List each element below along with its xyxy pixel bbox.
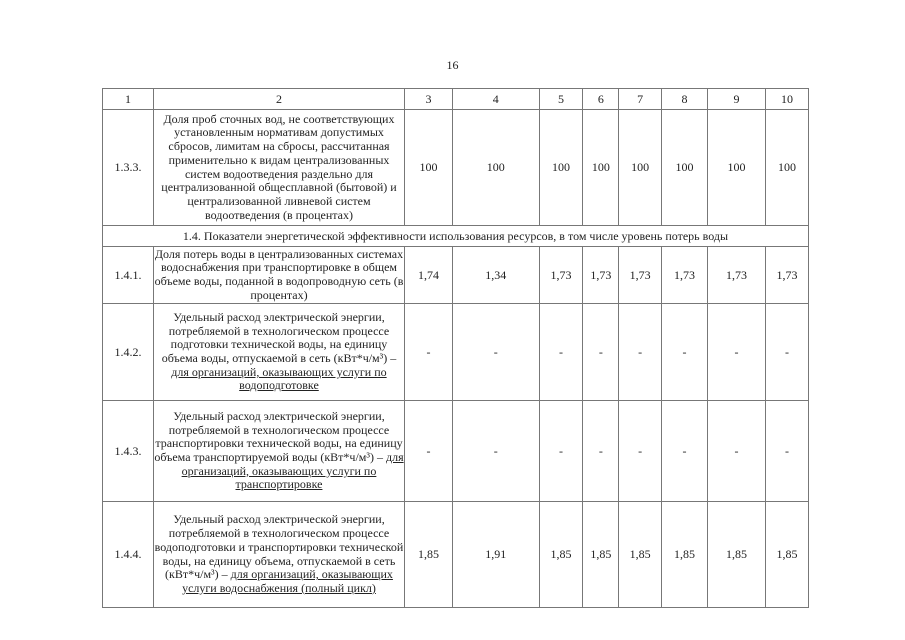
row-value: 1,85	[662, 502, 708, 608]
row-value: 1,73	[707, 247, 765, 304]
row-value: -	[452, 304, 539, 401]
row-value: 1,85	[619, 502, 662, 608]
row-value: 100	[583, 110, 619, 226]
page-number: 16	[446, 58, 459, 72]
row-value: 1,34	[452, 247, 539, 304]
row-value: -	[539, 401, 583, 502]
row-value: -	[707, 304, 765, 401]
row-value: 1,73	[662, 247, 708, 304]
row-description: Удельный расход электрической энергии, потребляемой в технологическом процессе подготовки технической воды, на единицу объема воды, отпускаемой в сеть (кВт*ч/м³) –	[161, 309, 397, 365]
table-row	[103, 502, 809, 608]
row-value: -	[583, 401, 619, 502]
indicators-table	[102, 88, 809, 608]
row-value: 1,85	[766, 502, 809, 608]
row-value: 100	[707, 110, 765, 226]
row-value: 100	[766, 110, 809, 226]
row-value: 100	[619, 110, 662, 226]
section-heading: 1.4. Показатели энергетической эффективности использования ресурсов, в том числе уровень потерь воды	[103, 226, 809, 247]
row-value: 1,74	[404, 247, 452, 304]
row-value: 100	[539, 110, 583, 226]
row-code: 1.4.1.	[103, 247, 154, 304]
row-description-underlined: для организаций, оказывающих услуги водоснабжения (полный цикл)	[182, 567, 393, 595]
row-value: -	[662, 304, 708, 401]
table-row	[103, 247, 809, 304]
row-value: 1,85	[583, 502, 619, 608]
row-description-underlined: для организаций, оказывающих услуги по транспортировке	[181, 450, 404, 492]
header-cell: 10	[766, 89, 809, 110]
header-cell: 3	[404, 89, 452, 110]
row-value: 1,73	[539, 247, 583, 304]
row-value: -	[404, 304, 452, 401]
header-cell: 5	[539, 89, 583, 110]
row-description-cell	[154, 401, 405, 502]
row-value: -	[539, 304, 583, 401]
row-value: -	[707, 401, 765, 502]
row-description-underlined: для организаций, оказывающих услуги по водоподготовке	[171, 364, 387, 393]
header-row	[103, 89, 809, 110]
row-value: -	[766, 401, 809, 502]
row-value: -	[662, 401, 708, 502]
header-cell: 9	[707, 89, 765, 110]
header-cell: 2	[154, 89, 405, 110]
row-value: -	[619, 304, 662, 401]
row-description: Доля потерь воды в централизованных системах водоснабжения при транспортировке в общем объеме воды, поданной в водопроводную сеть (в процентах)	[154, 246, 404, 302]
row-description: Удельный расход электрической энергии, потребляемой в технологическом процессе водоподготовки и транспортировки технической воды, на единицу объема, отпускаемой в сеть (кВт*ч/м³) –	[154, 512, 404, 582]
row-code: 1.3.3.	[103, 110, 154, 226]
row-description: Доля проб сточных вод, не соответствующих установленным нормативам допустимых сбросов, лимитам на сбросы, рассчитанная применительно к видам централизованных систем водоотведения раздельно для централизованной общесплавной (бытовой) и централизованной ливневой систем водоотведения (в процентах)	[154, 110, 405, 226]
row-value: 1,91	[452, 502, 539, 608]
row-value: 100	[662, 110, 708, 226]
row-value: 1,85	[404, 502, 452, 608]
row-value: 100	[404, 110, 452, 226]
row-code: 1.4.3.	[103, 401, 154, 502]
header-cell: 1	[103, 89, 154, 110]
row-value: -	[766, 304, 809, 401]
row-value: -	[619, 401, 662, 502]
row-value: -	[404, 401, 452, 502]
row-code: 1.4.2.	[103, 304, 154, 401]
header-cell: 4	[452, 89, 539, 110]
header-cell: 7	[619, 89, 662, 110]
row-description-cell	[154, 304, 405, 401]
row-value: 1,73	[583, 247, 619, 304]
section-row	[103, 226, 809, 247]
row-value: 1,73	[766, 247, 809, 304]
row-value: 1,85	[707, 502, 765, 608]
row-description-cell	[154, 502, 405, 608]
table-row	[103, 401, 809, 502]
header-cell: 8	[662, 89, 708, 110]
row-value: 1,73	[619, 247, 662, 304]
row-code: 1.4.4.	[103, 502, 154, 608]
row-value: -	[452, 401, 539, 502]
header-cell: 6	[583, 89, 619, 110]
table-row	[103, 110, 809, 226]
row-value: -	[583, 304, 619, 401]
row-value: 100	[452, 110, 539, 226]
row-value: 1,85	[539, 502, 583, 608]
table-row	[103, 304, 809, 401]
row-description: Удельный расход электрической энергии, потребляемой в технологическом процессе транспортировки технической воды, на единицу объема транспортируемой воды (кВт*ч/м³) –	[154, 408, 403, 464]
